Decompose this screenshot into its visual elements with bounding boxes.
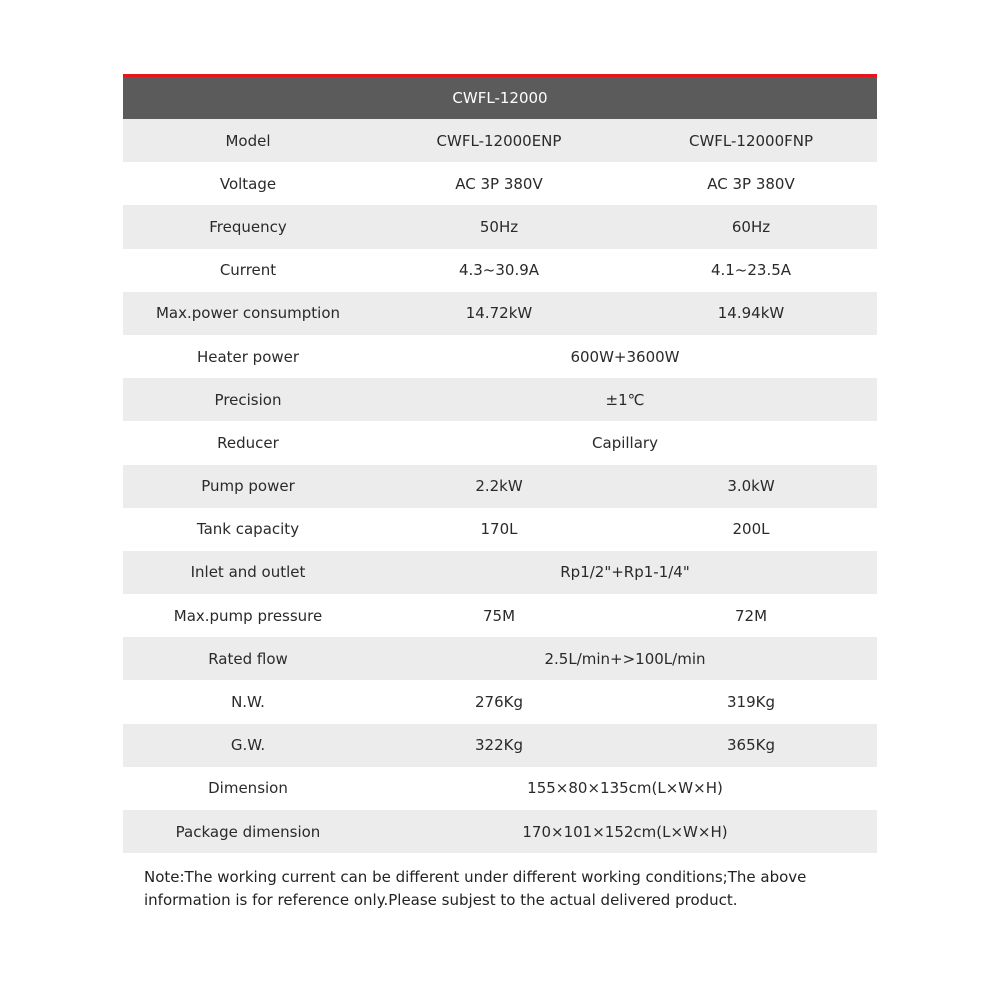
- row-value: 600W+3600W: [570, 347, 680, 366]
- table-row: [123, 421, 877, 464]
- row-value-enp: 276Kg: [475, 693, 523, 712]
- table-row: [123, 508, 877, 551]
- table-row: [123, 724, 877, 767]
- row-value-enp: 75M: [482, 606, 516, 625]
- table-row: [123, 637, 877, 680]
- row-value-fnp: 72M: [734, 606, 768, 625]
- row-label: G.W.: [230, 736, 266, 755]
- row-label: Current: [219, 261, 277, 280]
- row-label: Package dimension: [175, 822, 321, 841]
- row-value-fnp: AC 3P 380V: [707, 174, 795, 193]
- row-label: N.W.: [231, 693, 265, 712]
- footnote: Note:The working current can be different under different working conditions;The above information is for reference only.Please subjest to the actual delivered product.: [144, 868, 807, 909]
- table-row: [123, 680, 877, 723]
- row-label: Inlet and outlet: [190, 563, 306, 582]
- row-label: Voltage: [219, 174, 277, 193]
- row-value-enp: AC 3P 380V: [455, 174, 543, 193]
- table-row: [123, 810, 877, 853]
- row-label: Pump power: [201, 477, 295, 496]
- row-value: Capillary: [592, 433, 658, 452]
- row-label: Dimension: [208, 779, 288, 798]
- row-label: Max.pump pressure: [173, 606, 323, 625]
- table-body: [123, 119, 877, 853]
- row-value-fnp: 365Kg: [727, 736, 775, 755]
- spec-table: [123, 74, 877, 853]
- row-value: Rp1/2"+Rp1-1/4": [560, 563, 690, 582]
- row-value-fnp: 3.0kW: [727, 477, 775, 496]
- row-value-fnp: 319Kg: [727, 693, 775, 712]
- row-value: ±1℃: [605, 390, 645, 409]
- row-value-enp: 322Kg: [475, 736, 523, 755]
- row-label: Frequency: [209, 217, 287, 236]
- row-value: 155×80×135cm(L×W×H): [527, 779, 723, 798]
- table-row: [123, 162, 877, 205]
- table-row: [123, 119, 877, 162]
- row-value-enp: 50Hz: [479, 217, 519, 236]
- table-row: [123, 551, 877, 594]
- table-row: [123, 249, 877, 292]
- row-label: Tank capacity: [196, 520, 300, 539]
- row-value-enp: 2.2kW: [475, 477, 523, 496]
- row-value-fnp: 200L: [732, 520, 770, 539]
- row-value-fnp: 4.1~23.5A: [710, 261, 792, 280]
- row-label: Heater power: [196, 347, 300, 366]
- table-title: CWFL-12000: [123, 77, 877, 119]
- row-value-fnp: CWFL-12000FNP: [688, 131, 814, 150]
- row-value-enp: 14.72kW: [465, 304, 533, 323]
- row-label: Reducer: [217, 433, 279, 452]
- row-label: Rated flow: [208, 649, 288, 668]
- row-value-fnp: 14.94kW: [717, 304, 785, 323]
- row-label: Precision: [214, 390, 282, 409]
- table-row: [123, 594, 877, 637]
- table-row: [123, 465, 877, 508]
- table-row: [123, 205, 877, 248]
- row-value: 170×101×152cm(L×W×H): [522, 822, 728, 841]
- row-value-enp: CWFL-12000ENP: [436, 131, 562, 150]
- row-label: Max.power consumption: [155, 304, 341, 323]
- row-label: Model: [225, 131, 271, 150]
- row-value-fnp: 60Hz: [731, 217, 771, 236]
- table-row: [123, 767, 877, 810]
- row-value: 2.5L/min+>100L/min: [544, 649, 706, 668]
- table-row: [123, 378, 877, 421]
- row-value-enp: 170L: [480, 520, 518, 539]
- row-value-enp: 4.3~30.9A: [458, 261, 540, 280]
- table-row: [123, 292, 877, 335]
- table-row: [123, 335, 877, 378]
